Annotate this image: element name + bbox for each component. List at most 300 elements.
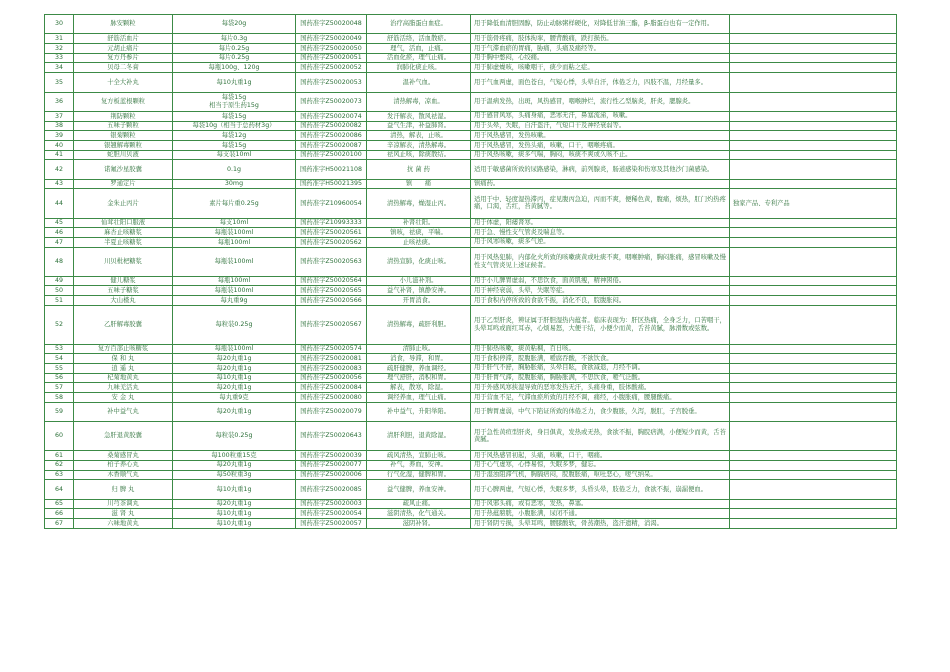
approval-number-cell: 国药准字Z50020561 bbox=[296, 228, 367, 238]
drug-name-cell: 复方丹参片 bbox=[74, 53, 173, 63]
row-number-cell: 58 bbox=[45, 392, 74, 402]
function-cell: 抗 菌 药 bbox=[367, 160, 471, 179]
drug-name-cell: 脉安颗粒 bbox=[74, 15, 173, 34]
function-cell: 理气，活血，止痛。 bbox=[367, 44, 471, 54]
indication-cell: 用于湿浊阻滞气机，胸膈痞闷，脘腹胀痛，呕吐恶心，嗳气纳呆。 bbox=[471, 470, 730, 480]
row-number-cell: 47 bbox=[45, 237, 74, 247]
function-cell: 行气化湿，健脾和胃。 bbox=[367, 470, 471, 480]
row-number-cell: 55 bbox=[45, 363, 74, 373]
indication-cell: 用于肺热咳嗽，痰黄粘稠，百日咳。 bbox=[471, 344, 730, 354]
approval-number-cell: 国药准字Z50020050 bbox=[296, 44, 367, 54]
indication-cell: 用于营血不足，气滞血瘀所致的月经不调，痛经，小腹胀痛，腰腿酸痛。 bbox=[471, 392, 730, 402]
table-row bbox=[45, 296, 897, 306]
function-cell: 温补气血。 bbox=[367, 73, 471, 92]
row-number-cell: 57 bbox=[45, 383, 74, 393]
row-number-cell: 35 bbox=[45, 73, 74, 92]
note-cell bbox=[730, 247, 897, 276]
drug-name-cell: 元胡止痛片 bbox=[74, 44, 173, 54]
note-cell bbox=[730, 305, 897, 344]
note-cell bbox=[730, 160, 897, 179]
specification-cell: 每瓶100ml bbox=[173, 237, 296, 247]
function-cell: 补气，养血，安神。 bbox=[367, 460, 471, 470]
drug-name-cell: 补中益气丸 bbox=[74, 402, 173, 421]
indication-cell: 用于风热犯肺，内郁化火所致的咳嗽痰黄或吐痰不爽，咽喉肿痛，胸闷胀痛，感冒咳嗽及慢性支气管炎见上述证候者。 bbox=[471, 247, 730, 276]
note-cell bbox=[730, 53, 897, 63]
indication-cell: 用于风热感冒初起，头痛，咳嗽，口干，咽痛。 bbox=[471, 451, 730, 461]
specification-cell: 30mg bbox=[173, 179, 296, 189]
indication-cell: 用于小儿脾胃虚弱，不思饮食，面黄肌瘦，精神困倦。 bbox=[471, 276, 730, 286]
specification-cell: 每片0.25g bbox=[173, 44, 296, 54]
row-number-cell: 46 bbox=[45, 228, 74, 238]
table-row bbox=[45, 179, 897, 189]
row-number-cell: 54 bbox=[45, 354, 74, 364]
specification-cell: 每20丸重1g bbox=[173, 499, 296, 509]
specification-cell: 每粒装0.25g bbox=[173, 422, 296, 451]
table-row bbox=[45, 480, 897, 499]
drug-name-cell: 九味羌活丸 bbox=[74, 383, 173, 393]
row-number-cell: 53 bbox=[45, 344, 74, 354]
indication-cell: 用于风邪头痛，或有恶寒，发热，鼻塞。 bbox=[471, 499, 730, 509]
indication-cell: 用于食积内停所致的食欲不振，消化不良，脘腹胀闷。 bbox=[471, 296, 730, 306]
approval-number-cell: 国药准字Z50020057 bbox=[296, 518, 367, 528]
approval-number-cell: 国药准字Z50020080 bbox=[296, 392, 367, 402]
drug-name-cell: 金朱止丙片 bbox=[74, 189, 173, 218]
drug-name-cell: 蛇胆川贝液 bbox=[74, 150, 173, 160]
note-cell bbox=[730, 451, 897, 461]
note-cell bbox=[730, 15, 897, 34]
function-cell: 调经养血，理气止痛。 bbox=[367, 392, 471, 402]
row-number-cell: 48 bbox=[45, 247, 74, 276]
row-number-cell: 30 bbox=[45, 15, 74, 34]
row-number-cell: 51 bbox=[45, 296, 74, 306]
function-cell: 疏肝健脾，养血调经。 bbox=[367, 363, 471, 373]
table-row bbox=[45, 354, 897, 364]
row-number-cell: 62 bbox=[45, 460, 74, 470]
note-cell bbox=[730, 179, 897, 189]
function-cell: 滋阴补肾。 bbox=[367, 518, 471, 528]
function-cell: 辛凉解表，清热解毒。 bbox=[367, 140, 471, 150]
approval-number-cell: 国药准字H50021395 bbox=[296, 179, 367, 189]
function-cell: 治疗高脂蛋白血症。 bbox=[367, 15, 471, 34]
drug-name-cell: 桑菊感冒丸 bbox=[74, 451, 173, 461]
row-number-cell: 61 bbox=[45, 451, 74, 461]
specification-cell: 每粒装0.25g bbox=[173, 305, 296, 344]
note-cell bbox=[730, 480, 897, 499]
specification-cell: 每20丸重1g bbox=[173, 383, 296, 393]
drug-name-cell: 贝母二冬膏 bbox=[74, 63, 173, 73]
function-cell: 理气舒肝，消积和胃。 bbox=[367, 373, 471, 383]
note-cell bbox=[730, 363, 897, 373]
table-row bbox=[45, 228, 897, 238]
indication-cell: 用于风寒咳嗽，痰多气逆。 bbox=[471, 237, 730, 247]
note-cell bbox=[730, 422, 897, 451]
table-row bbox=[45, 470, 897, 480]
approval-number-cell: 国药准字Z50020003 bbox=[296, 499, 367, 509]
approval-number-cell: 国药准字Z50020049 bbox=[296, 34, 367, 44]
approval-number-cell: 国药准字Z50020566 bbox=[296, 296, 367, 306]
indication-cell: 用于脾胃虚弱，中气下陷证所致的体倦乏力，食少腹胀，久泻，脱肛，子宫脱垂。 bbox=[471, 402, 730, 421]
function-cell: 益气生津，补益肺肾。 bbox=[367, 121, 471, 131]
specification-cell: 每袋15g bbox=[173, 111, 296, 121]
drug-name-cell: 大山楂丸 bbox=[74, 296, 173, 306]
table-row bbox=[45, 73, 897, 92]
row-number-cell: 49 bbox=[45, 276, 74, 286]
approval-number-cell: 国药准字Z50020006 bbox=[296, 470, 367, 480]
indication-cell: 用于头晕，失眠，自汗盗汗，气短口干及神经衰弱等。 bbox=[471, 121, 730, 131]
specification-cell: 每10丸重1g bbox=[173, 373, 296, 383]
note-cell bbox=[730, 373, 897, 383]
indication-cell: 用于外感风寒挟湿导致的恶寒发热无汗，头痛身重，肢体酸痛。 bbox=[471, 383, 730, 393]
specification-cell: 每20丸重1g bbox=[173, 363, 296, 373]
specification-cell: 每20丸重1g bbox=[173, 354, 296, 364]
drug-name-cell: 滋 肾 丸 bbox=[74, 509, 173, 519]
table-row bbox=[45, 344, 897, 354]
row-number-cell: 39 bbox=[45, 131, 74, 141]
note-cell bbox=[730, 34, 897, 44]
note-cell bbox=[730, 509, 897, 519]
function-cell: 补中益气，升阳举陷。 bbox=[367, 402, 471, 421]
note-cell bbox=[730, 237, 897, 247]
note-cell bbox=[730, 131, 897, 141]
note-cell bbox=[730, 499, 897, 509]
row-number-cell: 65 bbox=[45, 499, 74, 509]
table-row bbox=[45, 150, 897, 160]
note-cell bbox=[730, 276, 897, 286]
drug-name-cell: 五味子糖浆 bbox=[74, 286, 173, 296]
function-cell: 清热解毒，疏肝利胆。 bbox=[367, 305, 471, 344]
drug-name-cell: 急肝退黄胶囊 bbox=[74, 422, 173, 451]
function-cell: 清热解毒，燥湿止丙。 bbox=[367, 189, 471, 218]
drug-name-cell: 银菊颗粒 bbox=[74, 131, 173, 141]
table-row bbox=[45, 189, 897, 218]
drug-name-cell: 健儿糖浆 bbox=[74, 276, 173, 286]
approval-number-cell: 国药准字Z50020039 bbox=[296, 451, 367, 461]
specification-cell: 每片0.25g bbox=[173, 53, 296, 63]
approval-number-cell: 国药准字Z50020564 bbox=[296, 276, 367, 286]
row-number-cell: 40 bbox=[45, 140, 74, 150]
table-row bbox=[45, 111, 897, 121]
row-number-cell: 31 bbox=[45, 34, 74, 44]
function-cell: 镇咳，祛痰，平喘。 bbox=[367, 228, 471, 238]
approval-number-cell: 国药准字Z50020083 bbox=[296, 363, 367, 373]
note-cell bbox=[730, 44, 897, 54]
drug-name-cell: 麻杏止咳糖浆 bbox=[74, 228, 173, 238]
specification-cell: 每瓶装100ml bbox=[173, 247, 296, 276]
table-row bbox=[45, 286, 897, 296]
function-cell: 消食，导滞，和胃。 bbox=[367, 354, 471, 364]
note-cell bbox=[730, 286, 897, 296]
drug-name-cell: 半夏止咳糖浆 bbox=[74, 237, 173, 247]
table-row bbox=[45, 131, 897, 141]
function-cell: 镇 痛 bbox=[367, 179, 471, 189]
row-number-cell: 44 bbox=[45, 189, 74, 218]
row-number-cell: 59 bbox=[45, 402, 74, 421]
table-row bbox=[45, 44, 897, 54]
approval-number-cell: 国药准字Z50020054 bbox=[296, 509, 367, 519]
specification-cell: 每50粒重3g bbox=[173, 470, 296, 480]
function-cell: 润肺化痰止咳。 bbox=[367, 63, 471, 73]
specification-cell: 每瓶100ml bbox=[173, 276, 296, 286]
table-row bbox=[45, 422, 897, 451]
row-number-cell: 64 bbox=[45, 480, 74, 499]
function-cell: 发汗解表，散风祛湿。 bbox=[367, 111, 471, 121]
indication-cell: 用于热蕴膀胱，小腹胀满，尿闭不通。 bbox=[471, 509, 730, 519]
note-cell bbox=[730, 470, 897, 480]
table-row bbox=[45, 247, 897, 276]
function-cell: 清热，解表，止咳。 bbox=[367, 131, 471, 141]
drug-name-cell: 安 金 丸 bbox=[74, 392, 173, 402]
indication-cell: 用于感冒风寒，头痛身痛，恶寒无汗，鼻塞流涕，咳嗽。 bbox=[471, 111, 730, 121]
drug-name-cell: 银翘解毒颗粒 bbox=[74, 140, 173, 150]
note-cell bbox=[730, 63, 897, 73]
row-number-cell: 63 bbox=[45, 470, 74, 480]
specification-cell: 每支10ml bbox=[173, 218, 296, 228]
function-cell: 舒筋活络，活血散瘀。 bbox=[367, 34, 471, 44]
approval-number-cell: 国药准字Z50020086 bbox=[296, 131, 367, 141]
drug-name-cell: 荆防颗粒 bbox=[74, 111, 173, 121]
table-row bbox=[45, 518, 897, 528]
indication-cell: 用于胸中憋闷，心绞痛。 bbox=[471, 53, 730, 63]
row-number-cell: 36 bbox=[45, 92, 74, 111]
note-cell bbox=[730, 518, 897, 528]
drug-name-cell: 乙肝解毒胶囊 bbox=[74, 305, 173, 344]
approval-number-cell: 国药准字Z50020073 bbox=[296, 92, 367, 111]
note-cell bbox=[730, 460, 897, 470]
specification-cell: 每丸重9克 bbox=[173, 392, 296, 402]
indication-cell: 用于筋骨疼痛，肢体拘挛，腰背酸痛，跌打损伤。 bbox=[471, 34, 730, 44]
indication-cell: 用于降低血清胆固醇，防止动脉粥样硬化，对降低甘油三酯，β-脂蛋白也有一定作用。 bbox=[471, 15, 730, 34]
row-number-cell: 34 bbox=[45, 63, 74, 73]
function-cell: 解表，散寒，除湿。 bbox=[367, 383, 471, 393]
function-cell: 小儿滋补剂。 bbox=[367, 276, 471, 286]
indication-cell: 用于乙型肝炎，辨证属于肝胆湿热内蕴者。临床表现为：肝区热痛，全身乏力，口苦咽干，头晕耳鸣或面红耳赤，心烦易怒，大便干结，小便少而黄，舌苔黄腻，脉滑数或弦数。 bbox=[471, 305, 730, 344]
table-row bbox=[45, 160, 897, 179]
row-number-cell: 60 bbox=[45, 422, 74, 451]
table-body bbox=[45, 15, 897, 529]
table-row bbox=[45, 121, 897, 131]
specification-cell: 每瓶装100ml bbox=[173, 344, 296, 354]
specification-cell: 每袋15g bbox=[173, 140, 296, 150]
note-cell bbox=[730, 92, 897, 111]
table-row bbox=[45, 451, 897, 461]
table-row bbox=[45, 63, 897, 73]
specification-cell: 素片每片重0.25g bbox=[173, 189, 296, 218]
approval-number-cell: 国药准字Z50020051 bbox=[296, 53, 367, 63]
table-row bbox=[45, 460, 897, 470]
indication-cell: 镇痛药。 bbox=[471, 179, 730, 189]
function-cell: 清热宣肺，化痰止咳。 bbox=[367, 247, 471, 276]
table-row bbox=[45, 499, 897, 509]
specification-cell: 每10丸重1g bbox=[173, 509, 296, 519]
specification-cell: 每100粒重15克 bbox=[173, 451, 296, 461]
indication-cell: 用于气滞血瘀的胃痛，胁痛，头痛及痛经等。 bbox=[471, 44, 730, 54]
indication-cell: 适用于敏感菌所致的尿路感染，淋病，前列腺炎，肠道感染和伤寒及其他沙门菌感染。 bbox=[471, 160, 730, 179]
indication-cell: 用于肺虚燥咳，咳嗽咽干，痰少而粘之症。 bbox=[471, 63, 730, 73]
row-number-cell: 56 bbox=[45, 373, 74, 383]
specification-cell: 每10丸重1g bbox=[173, 73, 296, 92]
note-cell bbox=[730, 218, 897, 228]
drug-name-cell: 六味地黄丸 bbox=[74, 518, 173, 528]
drug-name-cell: 柏子养心丸 bbox=[74, 460, 173, 470]
drug-name-cell: 川芎茶调丸 bbox=[74, 499, 173, 509]
approval-number-cell: 国药准字H50021108 bbox=[296, 160, 367, 179]
specification-cell: 每10丸重1g bbox=[173, 480, 296, 499]
row-number-cell: 52 bbox=[45, 305, 74, 344]
approval-number-cell: 国药准字Z50020643 bbox=[296, 422, 367, 451]
table-row bbox=[45, 276, 897, 286]
approval-number-cell: 国药准字Z50020077 bbox=[296, 460, 367, 470]
function-cell: 疏风清热，宣肺止咳。 bbox=[367, 451, 471, 461]
row-number-cell: 32 bbox=[45, 44, 74, 54]
table-row bbox=[45, 373, 897, 383]
note-cell bbox=[730, 73, 897, 92]
table-row bbox=[45, 509, 897, 519]
approval-number-cell: 国药准字Z50020079 bbox=[296, 402, 367, 421]
approval-number-cell: 国药准字Z10993333 bbox=[296, 218, 367, 228]
drug-name-cell: 保 和 丸 bbox=[74, 354, 173, 364]
note-cell bbox=[730, 121, 897, 131]
drug-name-cell: 逍 遥 丸 bbox=[74, 363, 173, 373]
drug-name-cell: 川贝枇杷糖浆 bbox=[74, 247, 173, 276]
function-cell: 活血化瘀，理气止痛。 bbox=[367, 53, 471, 63]
table-row bbox=[45, 392, 897, 402]
table-row bbox=[45, 218, 897, 228]
drug-list-table bbox=[44, 14, 897, 529]
function-cell: 疏风止痛。 bbox=[367, 499, 471, 509]
table-row bbox=[45, 53, 897, 63]
indication-cell: 用于急性黄疸型肝炎，身目俱黄，发热或无热，食欲不振，胸脘痞满，小便短少而黄，舌苔黄腻。 bbox=[471, 422, 730, 451]
specification-cell: 每支装10ml bbox=[173, 150, 296, 160]
specification-cell: 每20丸重1g bbox=[173, 460, 296, 470]
indication-cell: 用于气血两虚，面色苍白，气短心悸，头晕自汗，体倦乏力，四肢不温，月经量多。 bbox=[471, 73, 730, 92]
table-row bbox=[45, 92, 897, 111]
note-cell bbox=[730, 392, 897, 402]
function-cell: 清肺止咳。 bbox=[367, 344, 471, 354]
note-cell bbox=[730, 150, 897, 160]
indication-cell: 用于风热感冒，发热头痛，咳嗽，口干，咽喉疼痛。 bbox=[471, 140, 730, 150]
drug-name-cell: 罗通定片 bbox=[74, 179, 173, 189]
indication-cell: 用于肾阴亏损，头晕耳鸣，腰膝酸软，骨蒸潮热，盗汗遗精，消渴。 bbox=[471, 518, 730, 528]
function-cell: 清热解毒，凉血。 bbox=[367, 92, 471, 111]
drug-name-cell: 复方板蓝根颗粒 bbox=[74, 92, 173, 111]
drug-name-cell: 十全大补丸 bbox=[74, 73, 173, 92]
table-row bbox=[45, 363, 897, 373]
approval-number-cell: 国药准字Z50020563 bbox=[296, 247, 367, 276]
indication-cell: 用于心脾两虚，气短心悸，失眠多梦，头昏头晕，肢倦乏力，食欲不振，崩漏便血。 bbox=[471, 480, 730, 499]
indication-cell: 用于温病发热，出斑，风热感冒，咽喉肿烂，流行性乙型脑炎，肝炎，腮腺炎。 bbox=[471, 92, 730, 111]
note-cell bbox=[730, 344, 897, 354]
row-number-cell: 38 bbox=[45, 121, 74, 131]
indication-cell: 用于体虚，阳痿肾寒。 bbox=[471, 218, 730, 228]
indication-cell: 用于肝胃气滞，脘腹胀痛，胸胁胀满，不思饮食，嗳气泛酸。 bbox=[471, 373, 730, 383]
indication-cell: 用于急、慢性支气管炎及喘息等。 bbox=[471, 228, 730, 238]
function-cell: 益气健脾，养血安神。 bbox=[367, 480, 471, 499]
indication-cell: 用于风热咳嗽，痰多气喘，胸闷，咳痰不爽或久咳不止。 bbox=[471, 150, 730, 160]
specification-cell: 每袋10g（相当于总药材3g） bbox=[173, 121, 296, 131]
row-number-cell: 33 bbox=[45, 53, 74, 63]
drug-name-cell: 舒筋活血片 bbox=[74, 34, 173, 44]
specification-cell: 每瓶装100ml bbox=[173, 228, 296, 238]
approval-number-cell: 国药准字Z50020074 bbox=[296, 111, 367, 121]
function-cell: 祛风止咳，除痰散结。 bbox=[367, 150, 471, 160]
indication-cell: 用于神经衰弱，头晕，失眠等症。 bbox=[471, 286, 730, 296]
table-row bbox=[45, 34, 897, 44]
approval-number-cell: 国药准字Z50020081 bbox=[296, 354, 367, 364]
note-cell: 独家产品、专利产品 bbox=[730, 189, 897, 218]
specification-cell: 0.1g bbox=[173, 160, 296, 179]
approval-number-cell: 国药准字Z50020084 bbox=[296, 383, 367, 393]
approval-number-cell: 国药准字Z50020048 bbox=[296, 15, 367, 34]
approval-number-cell: 国药准字Z50020053 bbox=[296, 73, 367, 92]
approval-number-cell: 国药准字Z50020562 bbox=[296, 237, 367, 247]
specification-cell: 每丸重9g bbox=[173, 296, 296, 306]
row-number-cell: 41 bbox=[45, 150, 74, 160]
specification-cell: 每10丸重1g bbox=[173, 518, 296, 528]
approval-number-cell: 国药准字Z50020567 bbox=[296, 305, 367, 344]
row-number-cell: 43 bbox=[45, 179, 74, 189]
approval-number-cell: 国药准字Z50020574 bbox=[296, 344, 367, 354]
approval-number-cell: 国药准字Z50020056 bbox=[296, 373, 367, 383]
specification-cell: 每瓶装100ml bbox=[173, 286, 296, 296]
indication-cell: 用于风热感冒，发热咳嗽。 bbox=[471, 131, 730, 141]
approval-number-cell: 国药准字Z50020100 bbox=[296, 150, 367, 160]
specification-cell: 每20丸重1g bbox=[173, 402, 296, 421]
drug-name-cell: 五味子颗粒 bbox=[74, 121, 173, 131]
specification-cell: 每瓶100g、120g bbox=[173, 63, 296, 73]
table-row bbox=[45, 237, 897, 247]
row-number-cell: 50 bbox=[45, 286, 74, 296]
table-row bbox=[45, 402, 897, 421]
row-number-cell: 37 bbox=[45, 111, 74, 121]
note-cell bbox=[730, 140, 897, 150]
table-row bbox=[45, 383, 897, 393]
note-cell bbox=[730, 383, 897, 393]
approval-number-cell: 国药准字Z50020052 bbox=[296, 63, 367, 73]
drug-name-cell: 杞菊地黄丸 bbox=[74, 373, 173, 383]
table-row bbox=[45, 140, 897, 150]
drug-name-cell: 复方百部止咳糖浆 bbox=[74, 344, 173, 354]
approval-number-cell: 国药准字Z50020082 bbox=[296, 121, 367, 131]
note-cell bbox=[730, 296, 897, 306]
drug-name-cell: 诺氟沙星胶囊 bbox=[74, 160, 173, 179]
indication-cell: 适用于中、轻度湿热滞丙，症见腹丙急迫，丙而不爽，便稀色黄，腹痛，烦热，肛门灼热疼痛，口渴，舌红，苔黄腻等。 bbox=[471, 189, 730, 218]
row-number-cell: 45 bbox=[45, 218, 74, 228]
approval-number-cell: 国药准字Z50020085 bbox=[296, 480, 367, 499]
specification-cell: 每袋20g bbox=[173, 15, 296, 34]
drug-name-cell: 归 脾 丸 bbox=[74, 480, 173, 499]
note-cell bbox=[730, 354, 897, 364]
note-cell bbox=[730, 111, 897, 121]
function-cell: 开胃消食。 bbox=[367, 296, 471, 306]
function-cell: 清肝利胆，退黄除湿。 bbox=[367, 422, 471, 451]
approval-number-cell: 国药准字Z50020087 bbox=[296, 140, 367, 150]
note-cell bbox=[730, 402, 897, 421]
approval-number-cell: 国药准字Z10960054 bbox=[296, 189, 367, 218]
row-number-cell: 67 bbox=[45, 518, 74, 528]
drug-name-cell: 仙茸壮阳口服液 bbox=[74, 218, 173, 228]
row-number-cell: 42 bbox=[45, 160, 74, 179]
approval-number-cell: 国药准字Z50020565 bbox=[296, 286, 367, 296]
table-row bbox=[45, 305, 897, 344]
indication-cell: 用于心气虚寒，心悸易惊，失眠多梦，健忘。 bbox=[471, 460, 730, 470]
specification-cell: 每袋15g 相当于原生药15g bbox=[173, 92, 296, 111]
table-row bbox=[45, 15, 897, 34]
function-cell: 止咳祛痰。 bbox=[367, 237, 471, 247]
note-cell bbox=[730, 228, 897, 238]
specification-cell: 每片0.3g bbox=[173, 34, 296, 44]
indication-cell: 用于食积停滞，脘腹胀满，嗳腐吞酸，不欲饮食。 bbox=[471, 354, 730, 364]
row-number-cell: 66 bbox=[45, 509, 74, 519]
